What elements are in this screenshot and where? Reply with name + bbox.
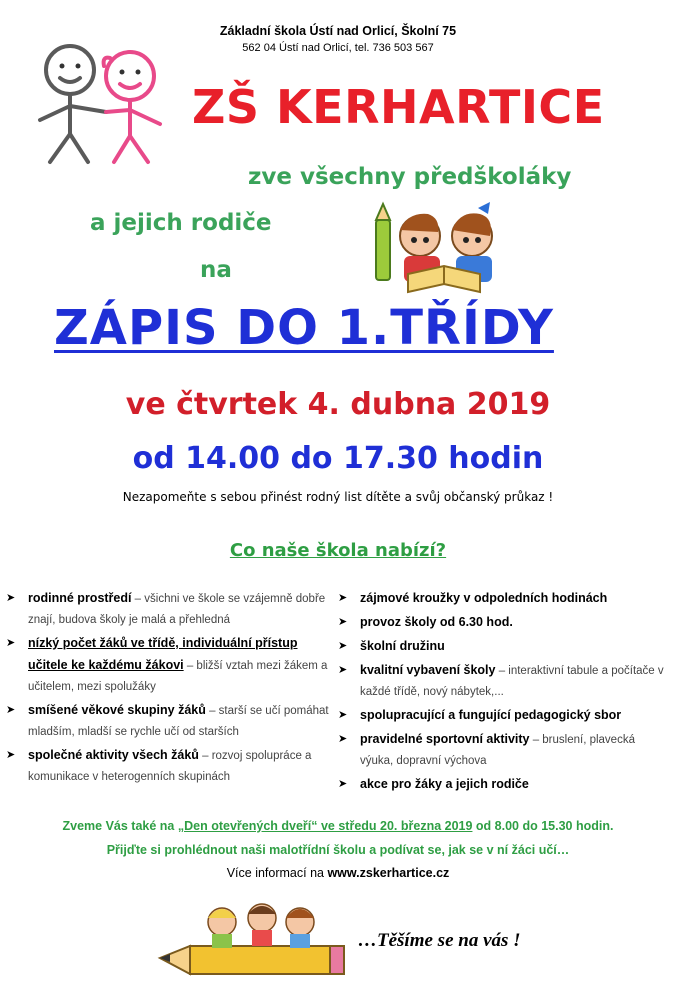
event-name: ZÁPIS DO 1.TŘÍDY [54,300,554,356]
item-bold: rodinné prostředí [28,591,132,605]
list-item [6,745,336,788]
bullet-arrow-icon: ➤ [338,709,348,721]
list-item [338,588,668,610]
school-name: Základní škola Ústí nad Orlicí, Školní 75 [219,24,457,38]
item-text: – všichni ve škole se vzájemně dobře znají, budova školy je malá a přehledná [28,593,326,626]
item-bold: spolupracující a fungující pedagogický sbor [360,708,622,722]
item-bold: akce pro žáky a jejich rodiče [360,777,529,791]
list-item [338,636,668,658]
stick-figure-couple-icon [22,38,167,168]
item-bold: kvalitní vybavení školy [360,663,496,677]
list-item [338,705,668,727]
item-bold: smíšené věkové skupiny žáků [28,703,206,717]
item-bold: zájmové kroužky v odpoledních hodinách [360,591,608,605]
open-day-invite [0,819,676,833]
bullet-arrow-icon: ➤ [6,592,16,604]
item-bold: nízký počet žáků ve třídě, individuální přístup učitele ke každému žákovi [28,636,298,672]
offer-heading: Co naše škola nabízí? [229,540,447,561]
bullet-arrow-icon: ➤ [6,637,16,649]
bullet-arrow-icon: ➤ [6,749,16,761]
open-day-date: „Den otevřených dveří“ ve středu 20. března 2019 [177,819,473,833]
item-bold: pravidelné sportovní aktivity [360,732,530,746]
item-bold: společné aktivity všech žáků [28,748,199,762]
bullet-arrow-icon: ➤ [6,704,16,716]
school-address: 562 04 Ústí nad Orlicí, tel. 736 503 567 [242,42,434,54]
item-text: – interaktivní tabule a počítače v každé třídě, nový nábytek,... [360,665,664,698]
list-item [338,774,668,796]
bullet-arrow-icon: ➤ [338,592,348,604]
invite-line-3: na [200,257,232,283]
item-bold: školní družinu [360,639,445,653]
item-text: – starší se učí pomáhat mladším, mladší se rychle učí od starších [28,705,329,738]
item-bold: provoz školy od 6.30 hod. [360,615,513,629]
list-item [6,700,336,743]
bullet-arrow-icon: ➤ [338,664,348,676]
open-day-pre: Zveme Vás také na [62,819,178,833]
invite-line-2: a jejich rodiče [90,210,272,236]
open-day-post: od 8.00 do 15.30 hodin. [472,819,614,833]
event-date: ve čtvrtek 4. dubna 2019 [125,387,551,422]
children-on-pencil-icon [150,896,350,986]
bullet-arrow-icon: ➤ [338,733,348,745]
signoff: …Těšíme se na vás ! [358,930,521,951]
list-item [6,633,336,698]
website-link[interactable]: www.zskerhartice.cz [327,866,450,880]
more-info-label: Více informací na [226,866,328,880]
invite-line-1: zve všechny předškoláky [248,164,572,190]
offer-list-left [6,588,336,790]
list-item [338,612,668,634]
children-reading-icon [368,200,518,300]
bullet-arrow-icon: ➤ [338,778,348,790]
more-info [0,866,676,880]
bullet-arrow-icon: ➤ [338,640,348,652]
list-item [6,588,336,631]
visit-invite: Přijďte si prohlédnout naši malotřídní školu a podívat se, jak se v ní žáci učí… [106,843,570,857]
offer-list-right [338,588,668,798]
item-text: – rozvoj spolupráce a komunikace v heterogenních skupinách [28,750,312,783]
item-text: – bruslení, plavecká výuka, dopravní výchova [360,734,635,767]
school-title: ZŠ KERHARTICE [192,80,605,134]
bullet-arrow-icon: ➤ [338,616,348,628]
list-item [338,729,668,772]
event-time: od 14.00 do 17.30 hodin [132,441,544,476]
list-item [338,660,668,703]
item-text: – bližší vztah mezi žákem a učitelem, mezi spolužáky [28,660,328,693]
event-reminder: Nezapomeňte s sebou přinést rodný list dítěte a svůj občanský průkaz ! [122,490,554,504]
